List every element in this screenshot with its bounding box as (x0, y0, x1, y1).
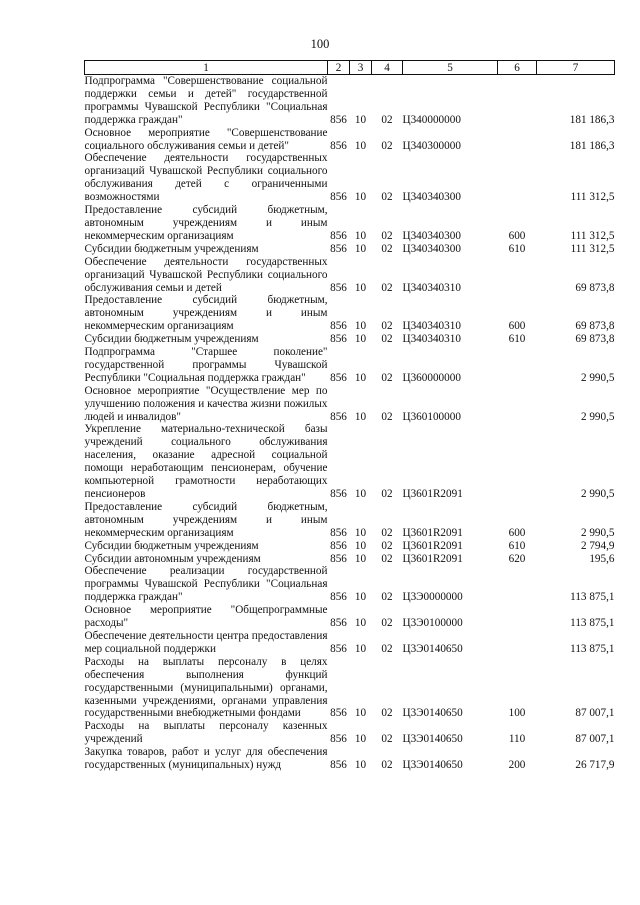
target-article-code: Ц360100000 (402, 410, 461, 423)
subsection-code: 02 (381, 642, 393, 655)
subsection-code: 02 (381, 539, 393, 552)
subsection-code: 02 (381, 281, 393, 294)
column-header: 2 (328, 61, 350, 75)
amount: 87 007,1 (575, 707, 615, 720)
target-article-code: Ц340340300 (402, 191, 461, 204)
section-code: 10 (354, 707, 367, 720)
item-name: Закупка товаров, работ и услуг для обеспечения государственных (муниципальных) нужд (84, 746, 328, 772)
expense-type-code (498, 565, 537, 604)
item-name: Предоставление субсидий бюджетным, автономным учреждениям и иным некоммерческим организациям (84, 204, 328, 242)
subsection-code: 02 (381, 617, 393, 630)
table-row (85, 256, 615, 295)
target-article-code: Ц340340310 (402, 333, 461, 346)
amount: 2 990,5 (580, 526, 615, 539)
section-code: 10 (354, 139, 367, 152)
expense-type-code (498, 385, 537, 424)
item-name: Обеспечение деятельности центра предоставления мер социальной поддержки (84, 629, 328, 655)
subsection-code: 02 (381, 320, 393, 333)
expense-type-code: 610 (508, 242, 526, 255)
subsection-code: 02 (381, 333, 393, 346)
ministry-code: 856 (330, 229, 347, 242)
item-name: Субсидии бюджетным учреждениям (84, 539, 259, 552)
amount: 2 990,5 (580, 371, 615, 384)
section-code: 10 (354, 733, 367, 746)
target-article-code: Ц3Э0140650 (402, 759, 463, 772)
subsection-code: 02 (381, 242, 393, 255)
target-article-code: Ц3Э0000000 (402, 591, 463, 604)
table-row (85, 720, 615, 746)
expense-type-code: 610 (508, 333, 526, 346)
item-name: Обеспечение деятельности государственных организаций Чувашской Республики социального обслуживания семьи и детей (84, 255, 328, 294)
expense-type-code: 620 (508, 552, 526, 565)
ministry-code: 856 (330, 488, 347, 500)
ministry-code: 856 (330, 552, 347, 565)
ministry-code: 856 (330, 113, 347, 126)
amount: 26 717,9 (575, 759, 615, 772)
section-code: 10 (354, 526, 367, 539)
target-article-code: Ц340300000 (402, 139, 461, 152)
ministry-code: 856 (330, 539, 347, 552)
target-article-code: Ц340340300 (402, 242, 461, 255)
ministry-code: 856 (330, 410, 347, 423)
section-code: 10 (354, 333, 367, 346)
ministry-code: 856 (330, 526, 347, 539)
amount: 2 990,5 (580, 410, 615, 423)
subsection-code: 02 (381, 591, 393, 604)
page-number: 100 (310, 37, 330, 51)
expense-type-code (498, 346, 537, 385)
amount: 111 312,5 (570, 242, 615, 255)
item-name: Основное мероприятие "Совершенствование социального обслуживания семьи и детей" (84, 126, 328, 152)
section-code: 10 (354, 410, 367, 423)
table-row (85, 501, 615, 540)
amount: 69 873,8 (575, 320, 615, 333)
item-name: Расходы на выплаты персоналу в целях обеспечения выполнения функций государственными (муниципальными) органами, казенными учреждениями, органами управления государственными внебюджетными фондами (84, 655, 328, 720)
expense-type-code (498, 127, 537, 153)
table-row (85, 423, 615, 500)
expense-type-code: 610 (508, 539, 526, 552)
expense-type-code (498, 630, 537, 656)
subsection-code: 02 (381, 191, 393, 204)
section-code: 10 (354, 229, 367, 242)
table-row (85, 553, 615, 566)
ministry-code: 856 (330, 242, 347, 255)
amount: 181 186,3 (569, 113, 615, 126)
subsection-code: 02 (381, 410, 393, 423)
ministry-code: 856 (330, 191, 347, 204)
subsection-code: 02 (381, 371, 393, 384)
table-row (85, 127, 615, 153)
expense-type-code: 110 (508, 733, 526, 746)
table-row (85, 294, 615, 333)
target-article-code: Ц340340310 (402, 320, 461, 333)
target-article-code: Ц360000000 (402, 371, 461, 384)
ministry-code: 856 (330, 707, 347, 720)
subsection-code: 02 (381, 552, 393, 565)
target-article-code: Ц340340300 (402, 229, 461, 242)
item-name: Расходы на выплаты персоналу казенных учреждений (84, 720, 328, 746)
item-name: Основное мероприятие "Осуществление мер по улучшению положения и качества жизни пожилых людей и инвалидов" (84, 384, 328, 423)
section-code: 10 (354, 371, 367, 384)
item-name: Подпрограмма "Совершенствование социальной поддержки семьи и детей" государственной программы Чувашской Республики "Социальная поддержка граждан" (84, 75, 328, 126)
amount: 2 794,9 (580, 539, 615, 552)
amount: 69 873,8 (575, 281, 615, 294)
expense-type-code (498, 152, 537, 204)
column-header: 6 (498, 61, 537, 75)
section-code: 10 (354, 539, 367, 552)
subsection-code: 02 (381, 113, 393, 126)
expense-type-code (498, 256, 537, 295)
section-code: 10 (354, 191, 367, 204)
amount: 181 186,3 (569, 139, 615, 152)
target-article-code: Ц3601R2091 (402, 526, 463, 539)
subsection-code: 02 (381, 139, 393, 152)
subsection-code: 02 (381, 488, 393, 500)
item-name: Обеспечение реализации государственной программы Чувашской Республики "Социальная поддержка граждан" (84, 565, 328, 604)
section-code: 10 (354, 320, 367, 333)
section-code: 10 (354, 617, 367, 630)
table-row (85, 333, 615, 346)
expense-type-code: 200 (508, 759, 526, 772)
amount: 195,6 (589, 552, 615, 565)
target-article-code: Ц3601R2091 (402, 539, 463, 552)
expense-type-code: 100 (508, 707, 526, 720)
ministry-code: 856 (330, 139, 347, 152)
column-header: 5 (403, 61, 498, 75)
section-code: 10 (354, 113, 367, 126)
amount: 113 875,1 (570, 642, 615, 655)
subsection-code: 02 (381, 229, 393, 242)
subsection-code: 02 (381, 707, 393, 720)
item-name: Субсидии бюджетным учреждениям (84, 333, 259, 346)
item-name: Субсидии автономным учреждениям (84, 552, 261, 565)
table-row (85, 630, 615, 656)
target-article-code: Ц3Э0140650 (402, 707, 463, 720)
section-code: 10 (354, 242, 367, 255)
header-row (85, 61, 615, 75)
ministry-code: 856 (330, 617, 347, 630)
table-row (85, 243, 615, 256)
section-code: 10 (354, 759, 367, 772)
table-row (85, 565, 615, 604)
table-row (85, 204, 615, 243)
ministry-code: 856 (330, 371, 347, 384)
target-article-code: Ц3Э0140650 (402, 733, 463, 746)
amount: 111 312,5 (570, 229, 615, 242)
section-code: 10 (354, 281, 367, 294)
ministry-code: 856 (330, 591, 347, 604)
expense-type-code: 600 (508, 526, 526, 539)
item-name: Подпрограмма "Старшее поколение" государственной программы Чувашской Республики "Социальная поддержка граждан" (84, 346, 328, 384)
item-name: Обеспечение деятельности государственных организаций Чувашской Республики социального обслуживания детей с ограниченными возможностями (84, 152, 328, 204)
section-code: 10 (354, 552, 367, 565)
column-header: 7 (537, 61, 615, 75)
amount: 87 007,1 (575, 733, 615, 746)
budget-table (84, 60, 615, 772)
table-row (85, 152, 615, 204)
column-header: 4 (372, 61, 403, 75)
item-name: Предоставление субсидий бюджетным, автономным учреждениям и иным некоммерческим организациям (84, 294, 328, 333)
expense-type-code (498, 423, 537, 500)
table-row (85, 540, 615, 553)
target-article-code: Ц3Э0100000 (402, 617, 463, 630)
expense-type-code (498, 604, 537, 630)
section-code: 10 (354, 642, 367, 655)
ministry-code: 856 (330, 642, 347, 655)
expense-type-code (498, 75, 537, 127)
table-row (85, 346, 615, 385)
table-row (85, 746, 615, 772)
table-row (85, 385, 615, 424)
target-article-code: Ц340340310 (402, 281, 461, 294)
table-body (85, 75, 615, 772)
subsection-code: 02 (381, 759, 393, 772)
column-header: 3 (350, 61, 372, 75)
ministry-code: 856 (330, 281, 347, 294)
amount: 2 990,5 (580, 488, 615, 500)
section-code: 10 (354, 591, 367, 604)
ministry-code: 856 (330, 320, 347, 333)
ministry-code: 856 (330, 333, 347, 346)
section-code: 10 (354, 488, 367, 500)
expense-type-code: 600 (508, 320, 526, 333)
amount: 113 875,1 (570, 617, 615, 630)
item-name: Основное мероприятие "Общепрограммные расходы" (84, 604, 328, 630)
target-article-code: Ц3601R2091 (402, 552, 463, 565)
column-header: 1 (85, 61, 328, 75)
item-name: Предоставление субсидий бюджетным, автономным учреждениям и иным некоммерческим организациям (84, 500, 328, 539)
subsection-code: 02 (381, 526, 393, 539)
expense-type-code: 600 (508, 229, 526, 242)
item-name: Укрепление материально-технической базы учреждений социального обслуживания населения, оказание адресной социальной помощи неработающим пенсионерам, обучение компьютерной грамотности неработающих пенсионеров (84, 423, 328, 500)
table-row (85, 604, 615, 630)
amount: 69 873,8 (575, 333, 615, 346)
amount: 113 875,1 (570, 591, 615, 604)
amount: 111 312,5 (570, 191, 615, 204)
item-name: Субсидии бюджетным учреждениям (84, 242, 259, 255)
ministry-code: 856 (330, 759, 347, 772)
ministry-code: 856 (330, 733, 347, 746)
table-row (85, 656, 615, 721)
subsection-code: 02 (381, 733, 393, 746)
table-row (85, 75, 615, 127)
target-article-code: Ц3601R2091 (402, 488, 463, 500)
target-article-code: Ц3Э0140650 (402, 642, 463, 655)
target-article-code: Ц340000000 (402, 113, 461, 126)
